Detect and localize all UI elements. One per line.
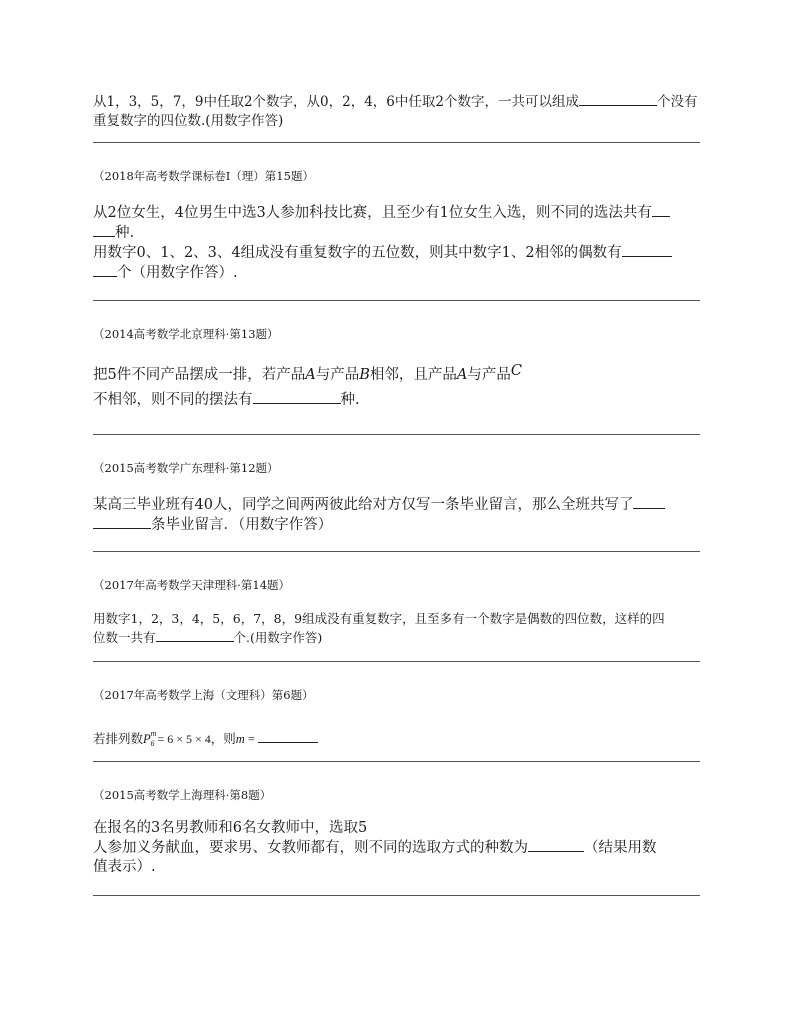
problem-4-source: （2014高考数学北京理科·第13题） xyxy=(93,327,279,341)
answer-blank[interactable] xyxy=(93,223,115,237)
problem-7 xyxy=(93,724,700,753)
question-text: 若排列数 xyxy=(93,731,144,746)
problem-6-line-1: 用数字1，2，3，4，5，6，7，8，9组成没有重复数字，且至多有一个数字是偶数的四位数，这样的四 xyxy=(93,611,665,626)
answer-blank[interactable] xyxy=(633,495,665,509)
answer-blank[interactable] xyxy=(93,515,151,529)
equals-sign: = xyxy=(244,732,259,746)
problem-5 xyxy=(93,495,700,535)
problem-6-line-2 xyxy=(93,628,700,647)
problem-1-line-1 xyxy=(93,92,700,112)
variable-b: B xyxy=(359,367,370,383)
divider xyxy=(93,661,700,662)
problem-1-line-2: 重复数字的四位数.(用数字作答) xyxy=(93,113,284,129)
question-text: 从1，3，5，7，9中任取2个数字，从0，2，4，6中任取2个数字，一共可以组成 xyxy=(93,94,579,110)
question-text: 个没有 xyxy=(656,94,698,110)
question-text: 种. xyxy=(115,225,135,241)
problem-1 xyxy=(93,92,700,131)
question-text: 与产品 xyxy=(467,367,511,383)
question-text: 种. xyxy=(340,392,360,408)
question-text: 不相邻，则不同的摆法有 xyxy=(93,392,253,408)
divider xyxy=(93,895,700,896)
question-text: 用数字0、1、2、3、4组成没有重复数字的五位数，则其中数字1、2相邻的偶数有 xyxy=(93,245,622,261)
question-text: 从2位女生，4位男生中选3人参加科技比赛，且至少有1位女生入选，则不同的选法共有 xyxy=(93,205,652,221)
problem-8 xyxy=(93,819,700,877)
problem-8-line-1: 在报名的3名男教师和6名女教师中，选取5 xyxy=(93,820,368,836)
divider xyxy=(93,761,700,762)
problem-5-line-1 xyxy=(93,495,700,515)
answer-blank[interactable] xyxy=(253,390,341,404)
problem-8-line-3: 值表示）. xyxy=(93,859,156,875)
divider xyxy=(93,300,700,301)
question-text: 条毕业留言．（用数字作答） xyxy=(151,517,333,533)
problem-5-source: （2015高考数学广东理科·第12题） xyxy=(93,461,279,475)
problem-3-line-2 xyxy=(93,263,700,283)
answer-blank[interactable] xyxy=(93,263,117,277)
problem-7-source: （2017年高考数学上海（文理科）第6题） xyxy=(93,688,314,702)
problem-8-source: （2015高考数学上海理科·第8题） xyxy=(93,788,272,802)
problem-4-line-2 xyxy=(93,390,700,410)
perm-sub: 6 xyxy=(150,739,155,748)
variable-a: A xyxy=(305,367,316,383)
answer-blank[interactable] xyxy=(652,203,670,217)
problem-6 xyxy=(93,609,700,647)
problem-2-line-1 xyxy=(93,203,700,223)
divider xyxy=(93,434,700,435)
answer-blank[interactable] xyxy=(258,729,318,743)
variable-c: C xyxy=(510,363,522,379)
problem-5-line-2 xyxy=(93,515,700,535)
problem-3-line-1 xyxy=(93,243,700,263)
question-text: 个（用数字作答）. xyxy=(117,265,238,281)
perm-sup: m xyxy=(150,729,157,738)
question-text: 与产品 xyxy=(315,367,360,383)
question-text: 把5件不同产品摆成一排，若产品 xyxy=(93,367,306,383)
question-text: （结果用数 xyxy=(584,840,657,856)
problem-2 xyxy=(93,203,700,283)
problem-4 xyxy=(93,362,700,410)
answer-blank[interactable] xyxy=(579,92,657,106)
problem-2-line-2 xyxy=(93,223,700,243)
answer-blank[interactable] xyxy=(528,838,584,852)
problem-4-line-1 xyxy=(93,362,700,385)
answer-blank[interactable] xyxy=(622,243,672,257)
perm-expression: = 6 × 5 × 4 xyxy=(154,732,211,746)
permutation-symbol xyxy=(143,729,157,748)
variable-m: m xyxy=(235,732,245,746)
question-text: 位数一共有 xyxy=(93,630,156,645)
question-text: 个.(用数字作答) xyxy=(233,630,323,645)
question-text: 相邻，且产品 xyxy=(369,367,457,383)
variable-a: A xyxy=(456,367,468,383)
problem-7-line-1 xyxy=(93,724,700,753)
answer-blank[interactable] xyxy=(156,628,234,642)
question-text: ，则 xyxy=(210,731,236,746)
perm-p: P xyxy=(143,732,151,746)
question-text: 人参加义务献血，要求男、女教师都有，则不同的选取方式的种数为 xyxy=(93,840,528,856)
divider xyxy=(93,142,700,143)
problem-8-line-2 xyxy=(93,838,700,858)
divider xyxy=(93,551,700,552)
problem-6-source: （2017年高考数学天津理科·第14题） xyxy=(93,578,291,592)
problem-2-source: （2018年高考数学课标卷Ⅰ（理）第15题） xyxy=(93,169,314,183)
question-text: 某高三毕业班有40人，同学之间两两彼此给对方仅写一条毕业留言，那么全班共写了 xyxy=(93,497,634,513)
